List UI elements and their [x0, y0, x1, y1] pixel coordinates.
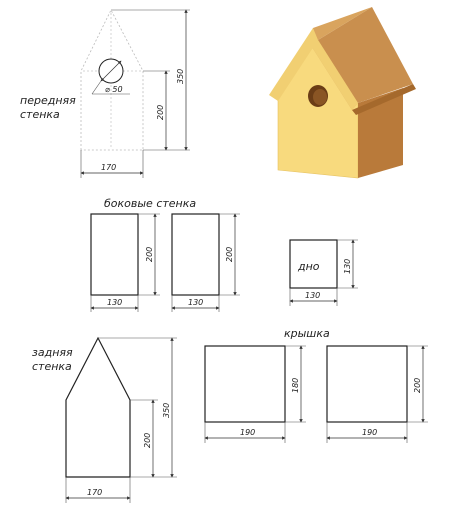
front-total-height: 350: [176, 68, 185, 84]
hole-diameter-label: ⌀ 50: [105, 85, 123, 94]
side-walls-label: боковые стенка: [104, 197, 197, 210]
back-total-height: 350: [162, 402, 171, 418]
bottom-height: 130: [343, 258, 352, 274]
back-width: 170: [87, 488, 103, 497]
side-left-height: 200: [145, 246, 154, 262]
front-wall-label-line1: передняя: [20, 94, 76, 107]
bottom-label: дно: [298, 260, 320, 273]
front-wall-drawing: [20, 10, 190, 178]
back-wall-label-line2: стенка: [32, 360, 72, 373]
roof-left-width: 190: [240, 428, 256, 437]
side-wall-right: [172, 214, 219, 295]
roof-panel-left: [205, 346, 285, 422]
roof-drawing: [205, 327, 428, 443]
side-right-height: 200: [225, 246, 234, 262]
side-left-width: 130: [107, 298, 123, 307]
roof-panel-right: [327, 346, 407, 422]
back-wall-height: 200: [143, 432, 152, 448]
front-wall-height: 200: [156, 104, 165, 120]
side-walls-drawing: [91, 197, 240, 312]
bottom-drawing: [290, 240, 358, 306]
front-wall-label-line2: стенка: [20, 108, 60, 121]
side-wall-left: [91, 214, 138, 295]
back-wall-panel: [66, 338, 130, 477]
front-width: 170: [101, 163, 117, 172]
bottom-width: 130: [305, 291, 321, 300]
roof-label: крышка: [284, 327, 330, 340]
roof-right-width: 190: [362, 428, 378, 437]
back-wall-drawing: [32, 338, 177, 503]
roof-left-height: 180: [291, 377, 300, 393]
back-wall-label-line1: задняя: [32, 346, 73, 359]
roof-right-height: 200: [413, 377, 422, 393]
side-right-width: 130: [188, 298, 204, 307]
birdhouse-3d-illustration: [269, 7, 416, 178]
